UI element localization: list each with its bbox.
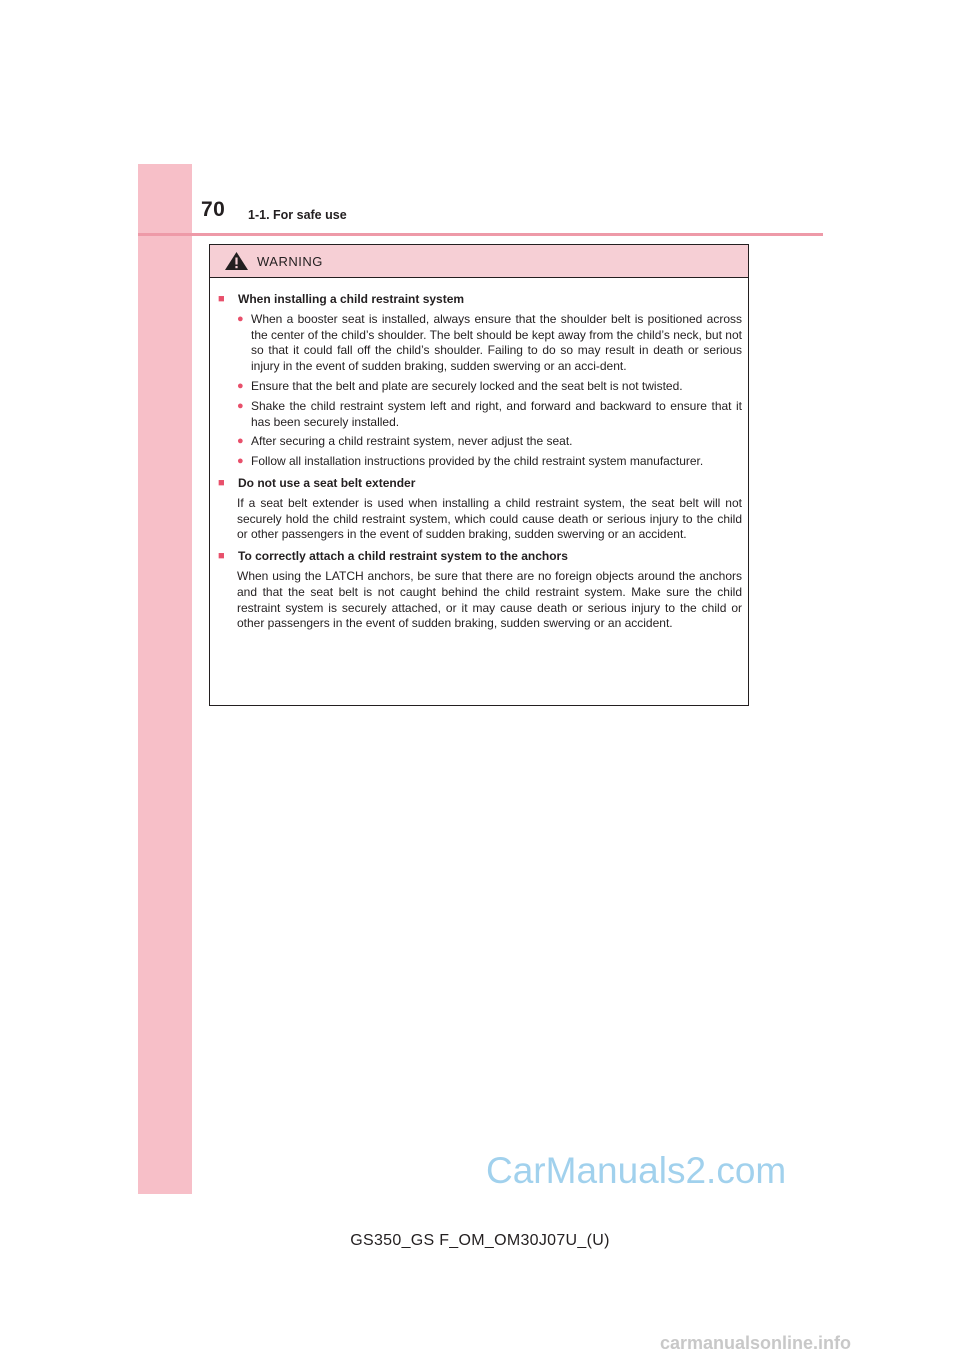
- side-tab-band: [138, 164, 192, 1194]
- section-paragraph: If a seat belt extender is used when installing a child restraint system, the seat belt will not securely hold the child restraint system, which could cause death or serious injury to the child or other passengers in the event of sudden braking, sudden swerving or an accident.: [237, 495, 742, 542]
- section-heading: Do not use a seat belt extender: [238, 475, 416, 490]
- warning-box: [209, 244, 749, 706]
- document-code-text: GS350_GS F_OM_OM30J07U_(U): [350, 1232, 610, 1249]
- list-item-text: When a booster seat is installed, always ensure that the shoulder belt is positioned across the center of the child’s shoulder. The belt should be kept away from the child’s neck, but not so that it could fall off the child’s shoulder. Failing to do so may result in death or serious injury in the event of sudden braking, sudden swerving or an acci-dent.: [251, 311, 742, 374]
- warning-body: [210, 278, 748, 632]
- list-item-text: After securing a child restraint system, never adjust the seat.: [251, 434, 573, 449]
- square-bullet-icon: ■: [218, 476, 225, 489]
- section-paragraph: When using the LATCH anchors, be sure that there are no foreign objects around the anchors and that the seat belt is not caught behind the child restraint system. Make sure the child restraint system is securely attached, or it may cause death or serious injury to the child or other passengers in the event of sudden braking, sudden swerving or an accident.: [237, 568, 742, 631]
- watermark-logo: CarManuals2.com: [486, 1150, 787, 1191]
- warning-label: WARNING: [257, 253, 323, 269]
- warning-section-extender: [218, 476, 742, 543]
- list-item-text: Follow all installation instructions provided by the child restraint system manufacturer.: [251, 454, 704, 469]
- round-bullet-icon: ●: [237, 399, 244, 412]
- list-item: [218, 379, 742, 395]
- warning-triangle-icon: [224, 251, 249, 271]
- section-heading: To correctly attach a child restraint system to the anchors: [238, 549, 568, 564]
- warning-header: [210, 245, 748, 278]
- header-divider: [138, 233, 823, 236]
- section-title: 1-1. For safe use: [248, 208, 347, 222]
- square-bullet-icon: ■: [218, 293, 225, 305]
- list-item: [218, 312, 742, 375]
- list-item: [218, 399, 742, 431]
- round-bullet-icon: ●: [237, 379, 244, 392]
- round-bullet-icon: ●: [237, 312, 244, 325]
- watermark-footer: carmanualsonline.info: [660, 1333, 852, 1353]
- round-bullet-icon: ●: [237, 435, 244, 448]
- list-item: [218, 454, 742, 470]
- warning-section-installing: [218, 292, 742, 470]
- page-number: 70: [201, 198, 226, 221]
- section-heading: When installing a child restraint system: [238, 292, 465, 306]
- list-item-text: Ensure that the belt and plate are securely locked and the seat belt is not twisted.: [251, 378, 683, 393]
- list-item: [218, 434, 742, 450]
- square-bullet-icon: ■: [218, 550, 225, 563]
- list-item-text: Shake the child restraint system left and right, and forward and backward to ensure that it has been securely installed.: [251, 398, 742, 429]
- round-bullet-icon: ●: [237, 455, 244, 468]
- warning-section-anchors: [218, 549, 742, 632]
- document-code: [0, 1232, 960, 1250]
